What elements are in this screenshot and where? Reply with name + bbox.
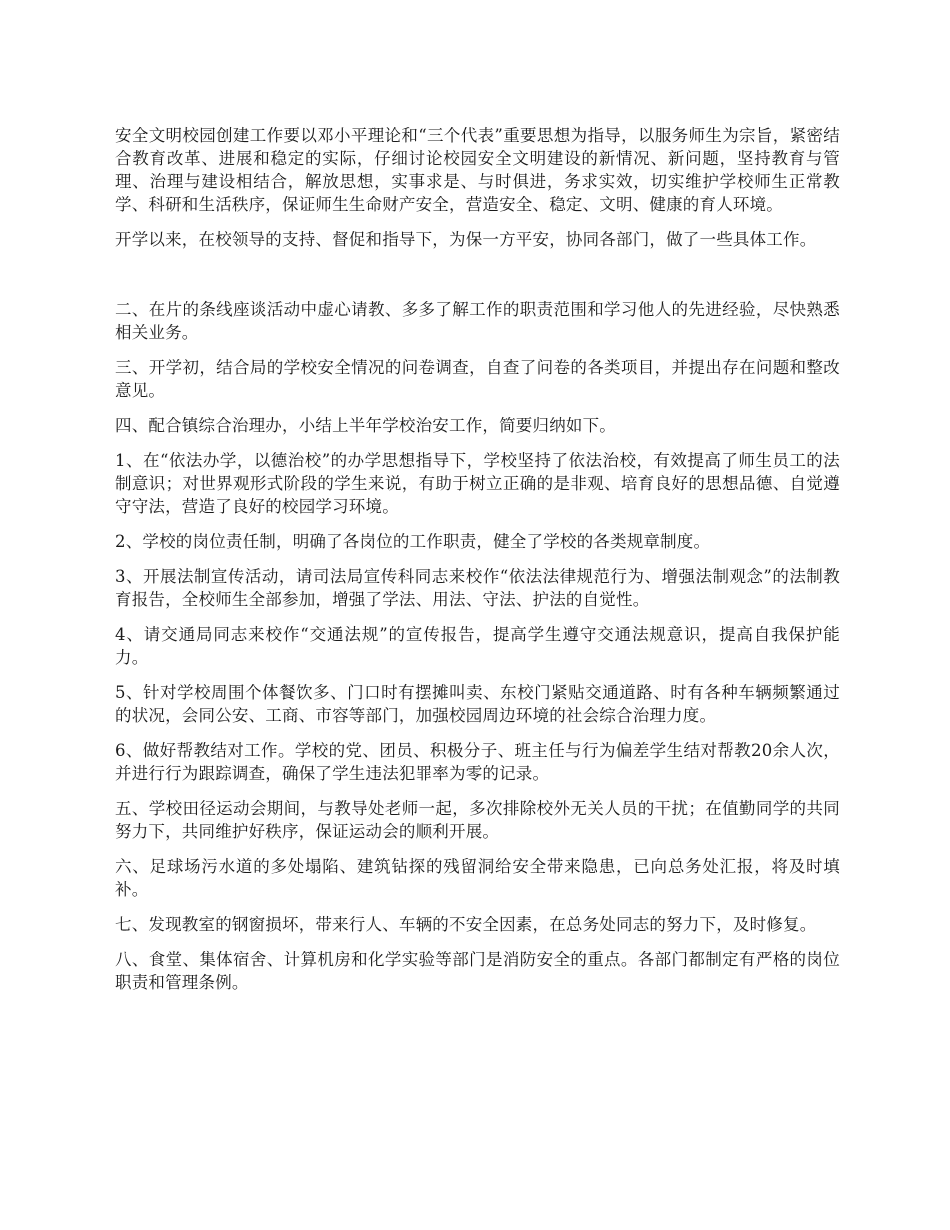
paragraph-since-semester: 开学以来，在校领导的支持、督促和指导下，为保一方平安，协同各部门，做了一些具体工作。 bbox=[115, 230, 817, 249]
paragraph-sub-5: 5、针对学校周围个体餐饮多、门口时有摆摊叫卖、东校门紧贴交通道路、时有各种车辆频繁通过的状况，会同公安、工商、市容等部门，加强校园周边环境的社会综合治理力度。 bbox=[115, 683, 840, 725]
paragraph-sub-6: 6、做好帮教结对工作。学校的党、团员、积极分子、班主任与行为偏差学生结对帮教20余人次，并进行行为跟踪调查，确保了学生违法犯罪率为零的记录。 bbox=[115, 741, 840, 783]
paragraph-item-4: 四、配合镇综合治理办，小结上半年学校治安工作，简要归纳如下。 bbox=[115, 416, 616, 435]
paragraph-item-6: 六、足球场污水道的多处塌陷、建筑钻探的残留洞给安全带来隐患，已向总务处汇报，将及时填补。 bbox=[115, 857, 840, 899]
paragraph-intro: 安全文明校园创建工作要以邓小平理论和“三个代表”重要思想为指导，以服务师生为宗旨，紧密结合教育改革、进展和稳定的实际，仔细讨论校园安全文明建设的新情况、新问题，坚持教育与管理、治理与建设相结合，解放思想，实事求是、与时俱进，务求实效，切实维护学校师生正常教学、科研和生活秩序，保证师生生命财产安全，营造安全、稳定、文明、健康的育人环境。 bbox=[115, 126, 840, 214]
paragraph-item-7: 七、发现教室的钢窗损坏，带来行人、车辆的不安全因素，在总务处同志的努力下，及时修复。 bbox=[115, 915, 817, 934]
paragraph-item-5: 五、学校田径运动会期间，与教导处老师一起，多次排除校外无关人员的干扰；在值勤同学的共同努力下，共同维护好秩序，保证运动会的顺利开展。 bbox=[115, 799, 840, 841]
paragraph-item-2: 二、在片的条线座谈活动中虚心请教、多多了解工作的职责范围和学习他人的先进经验，尽快熟悉相关业务。 bbox=[115, 300, 840, 342]
paragraph-item-8: 八、食堂、集体宿舍、计算机房和化学实验等部门是消防安全的重点。各部门都制定有严格的岗位职责和管理条例。 bbox=[115, 950, 840, 992]
paragraph-sub-3: 3、开展法制宣传活动，请司法局宣传科同志来校作“依法法律规范行为、增强法制观念”的法制教育报告，全校师生全部参加，增强了学法、用法、守法、护法的自觉性。 bbox=[115, 567, 840, 609]
paragraph-sub-1: 1、在“依法办学，以德治校”的办学思想指导下，学校坚持了依法治校，有效提高了师生员工的法制意识；对世界观形式阶段的学生来说，有助于树立正确的是非观、培育良好的思想品德、自觉遵守守法，营造了良好的校园学习环境。 bbox=[115, 451, 840, 516]
paragraph-sub-4: 4、请交通局同志来校作“交通法规”的宣传报告，提高学生遵守交通法规意识，提高自我保护能力。 bbox=[115, 625, 840, 667]
paragraph-sub-2: 2、学校的岗位责任制，明确了各岗位的工作职责，健全了学校的各类规章制度。 bbox=[115, 532, 711, 551]
paragraph-item-3: 三、开学初，结合局的学校安全情况的问卷调查，自查了问卷的各类项目，并提出存在问题和整改意见。 bbox=[115, 358, 840, 400]
document-body bbox=[115, 124, 840, 1006]
